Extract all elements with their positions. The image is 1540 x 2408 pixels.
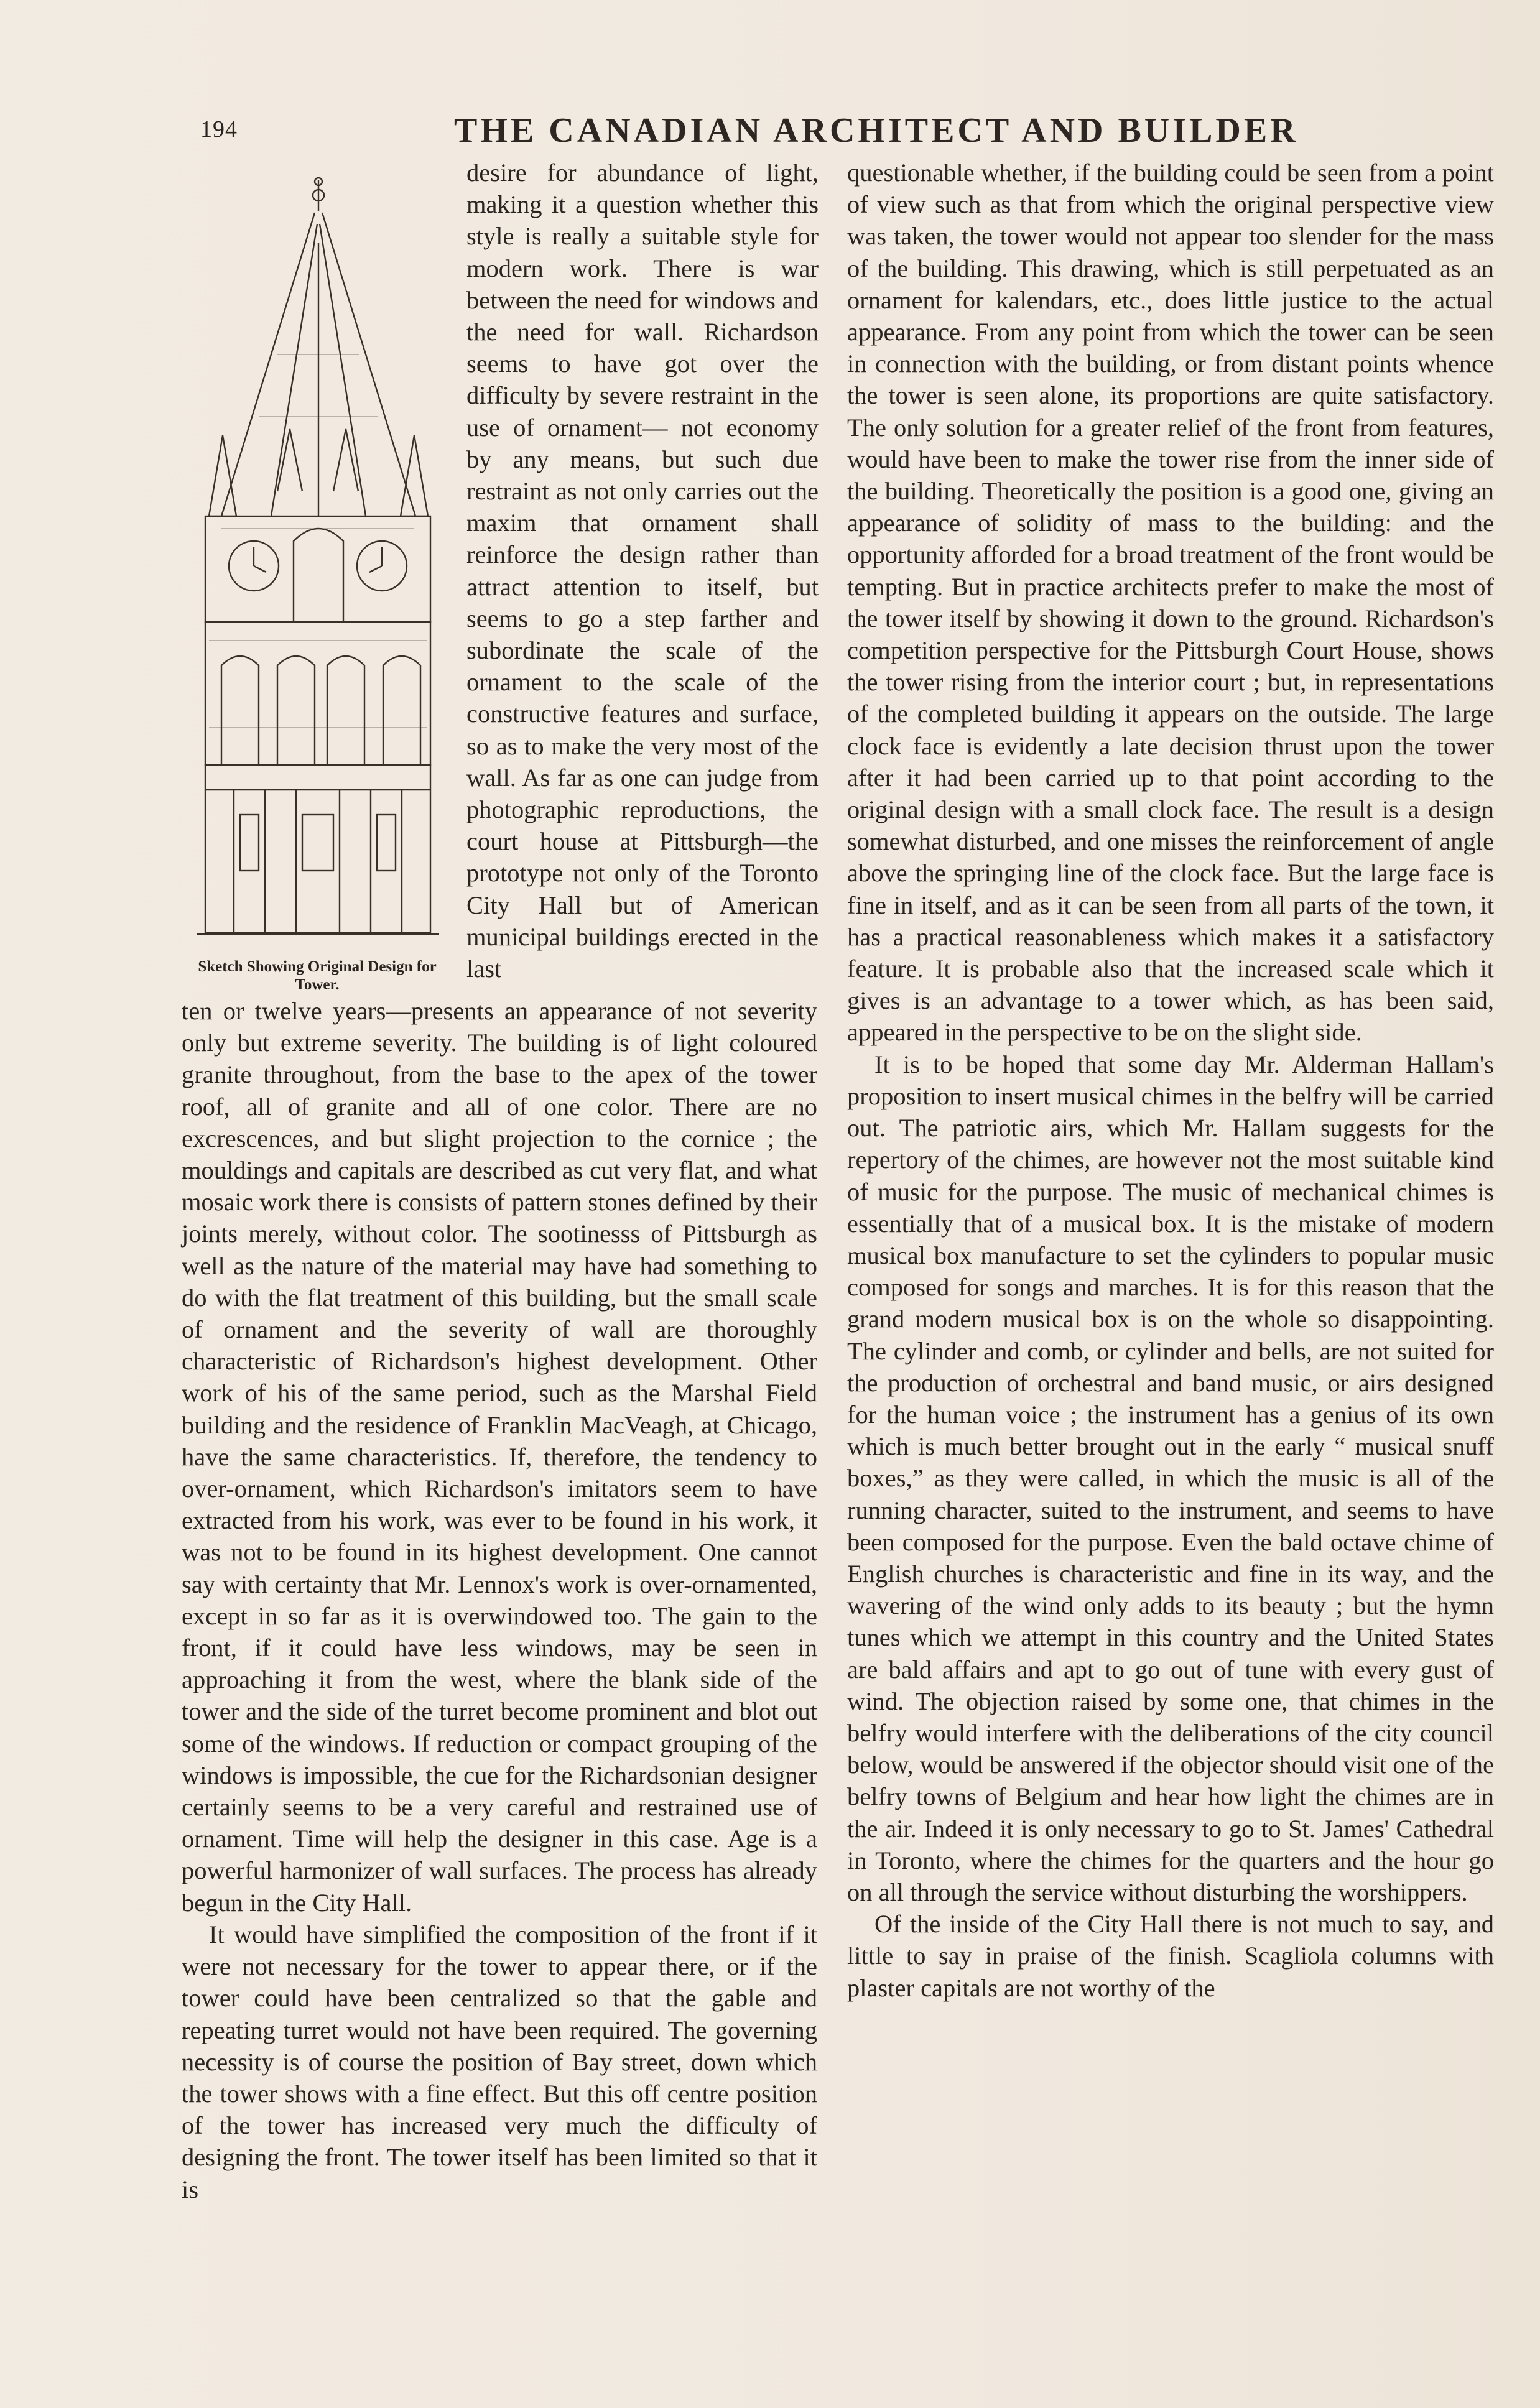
article-paragraph: desire for abundance of light, making it a question whether this style is really a suitable style for modern work. There is war between the need for windows and the need for wall. Richardson seems to have got over the difficulty by severe restraint in the use of ornament— not economy by any means, but such due restraint as not only carries out the maxim that ornament shall reinforce the design rather than attract attention to itself, but seems to go a step farther and subordinate the scale of the ornament to the scale of the constructive features and surface, so as to make the very most of the wall. As far as one can judge from photographic reproductions, the court house at Pittsburgh—the prototype not only of the Toronto City Hall but of American municipal buildings erected in the last bbox=[466, 159, 819, 983]
article-paragraph: It would have simplified the composition of the front if it were not necessary for the tower to appear there, or if the tower could have been centralized so that the gable and repeating turret would not have been required. The governing necessity is of course the position of Bay street, down which the tower shows with a fine effect. But this off centre position of the tower has increased very much the difficulty of designing the front. The tower itself has been limited so that it is bbox=[182, 1920, 817, 2203]
article-paragraph: Of the inside of the City Hall there is not much to say, and little to say in praise of the finish. Scagliola columns with plaster capitals are not worthy of the bbox=[847, 1910, 1494, 2002]
article-paragraph: ten or twelve years—presents an appearance of not severity only but extreme severity. The building is of light coloured granite throughout, from the base to the apex of the tower roof, all of granite and all of one color. There are no excrescences, and but slight projection to the cornice ; the mouldings and capitals are described as cut very flat, and what mosaic work there is consists of pattern stones defined by their joints merely, without color. The sootinesss of Pittsburgh as well as the nature of the material may have had something to do with the flat treatment of this building, but the small scale of ornament and the severity of wall are thoroughly characteristic of Richardson's highest development. Other work of his of the same period, such as the Marshal Field building and the residence of Franklin MacVeagh, at Chicago, have the same characteristics. If, therefore, the tendency to over-ornament, which Richardson's imitators seem to have extracted from his work, was ever to be found in his work, it was not to be found in its highest development. One cannot say with certainty that Mr. Lennox's work is over-ornamented, except in so far as it is overwindowed too. The gain to the front, if it could have less windows, may be seen in approaching it from the west, where the blank side of the tower and the side of the turret become prominent and blot out some of the windows. If reduction or compact grouping of the windows is impossible, the cue for the Richardsonian designer certainly seems to be a very careful and restrained use of ornament. Time will help the designer in this case. Age is a powerful harmonizer of wall surfaces. The process has already begun in the City Hall. bbox=[182, 997, 817, 1917]
running-head: THE CANADIAN ARCHITECT AND BUILDER bbox=[454, 111, 1299, 150]
article-paragraph: It is to be hoped that some day Mr. Alderman Hallam's proposition to insert musical chimes in the belfry will be carried out. The patriotic airs, which Mr. Hallam suggests for the repertory of the chimes, are however not the most suitable kind of music for the purpose. The music of mechanical chimes is essentially that of a musical box. It is the mistake of modern musical box manufacture to set the cylinders to popular music composed for songs and marches. It is for this reason that the grand modern musical box is on the whole so disappointing. The cylinder and comb, or cylinder and bells, are not suited for the production of orchestral and band music, or airs designed for the human voice ; the instrument has a genius of its own which is much better brought out in the early “ musical snuff boxes,” as they were called, in which the music is all of the running character, suited to the instrument, and seems to have been composed for the purpose. Even the bald octave chime of English churches is characteristic and fine in its way, and the wavering of the wind only adds to its beauty ; but the hymn tunes which we attempt in this country and the United States are bald affairs and apt to go out of tune with every gust of wind. The objection raised by some one, that chimes in the belfry would interfere with the deliberations of the city council below, would be answered if the objector should visit one of the belfry towns of Belgium and hear how light the chimes are in the air. Indeed it is only necessary to go to St. James' Cathedral in Toronto, where the chimes for the quarters and the hour go on all through the service without disturbing the worshippers. bbox=[847, 1050, 1494, 1906]
article-paragraph: questionable whether, if the building could be seen from a point of view such as that from which the original perspective view was taken, the tower would not appear too slender for the mass of the building. This drawing, which is still perpetuated as an ornament for kalendars, etc., does little justice to the actual appearance. From any point from which the tower can be seen in connection with the building, or from distant points whence the tower is seen alone, its proportions are quite satisfactory. The only solution for a greater relief of the front from features, would have been to make the tower rise from the inner side of the building. Theoretically the position is a good one, giving an appearance of solidity of mass to the building: and the opportunity afforded for a broad treatment of the front would be tempting. But in practice architects prefer to make the most of the tower itself by showing it down to the ground. Richardson's competition perspective for the Pittsburgh Court House, shows the tower rising from the interior court ; but, in representations of the completed building it appears on the outside. The large clock face is evidently a late decision thrust upon the tower after it had been carried up to that point according to the original design with a small clock face. The result is a design somewhat disturbed, and one misses the reinforcement of angle above the springing line of the clock face. But the large face is fine in itself, and as it can be seen from all parts of the town, it has a practical reasonableness which makes it a satisfactory feature. It is probable also that the increased scale which it gives is an advantage to a tower which, as has been said, appeared in the perspective to be on the slight side. bbox=[847, 159, 1494, 1047]
tower-sketch-figure bbox=[184, 168, 445, 976]
article-column-right bbox=[847, 157, 1494, 2004]
article-column-left bbox=[182, 995, 817, 2205]
page-number: 194 bbox=[200, 116, 238, 142]
article-column-top-right bbox=[466, 157, 819, 984]
figure-caption: Sketch Showing Original Design for Tower. bbox=[198, 958, 437, 993]
tower-sketch-illustration bbox=[184, 168, 445, 952]
